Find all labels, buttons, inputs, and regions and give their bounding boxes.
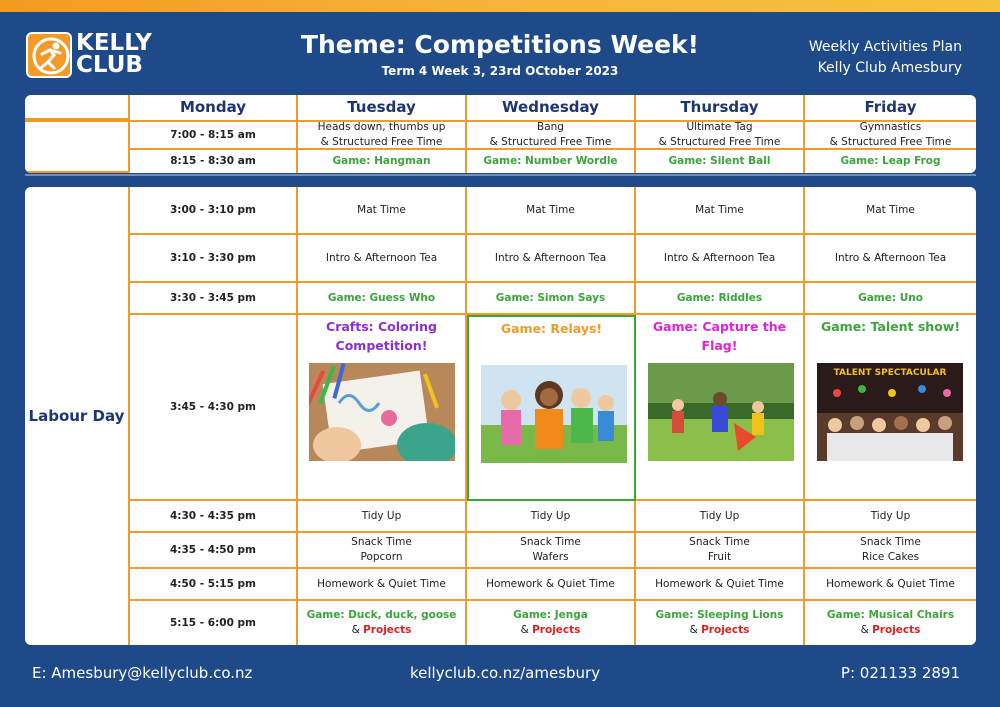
game-projects-cell: Game: Musical Chairs & Projects	[826, 609, 955, 636]
activity-cell: Mat Time	[636, 187, 805, 235]
day-header-tuesday: Tuesday	[298, 95, 467, 120]
time-slot: 4:30 - 4:35 pm	[130, 501, 298, 533]
runner-icon	[26, 32, 72, 78]
game-cell: Game: Leap Frog	[840, 155, 941, 167]
footer-website[interactable]: kellyclub.co.nz/amesbury	[410, 664, 601, 682]
feature-title: Game: Capture the Flag!	[652, 319, 787, 353]
activity-cell: Homework & Quiet Time	[805, 569, 976, 601]
feature-title: Game: Relays!	[500, 321, 603, 336]
game-projects-cell: Game: Jenga & Projects	[467, 601, 636, 645]
activity-cell: Bang & Structured Free Time	[467, 120, 636, 150]
activity-cell: Mat Time	[467, 187, 636, 235]
game-cell: Game: Uno	[805, 283, 976, 315]
activity-cell: Homework & Quiet Time	[636, 569, 805, 601]
activity-cell: Homework & Quiet Time	[298, 569, 467, 601]
plan-line-2: Kelly Club Amesbury	[817, 60, 962, 76]
activity-cell: Mat Time	[298, 187, 467, 235]
page-subtitle: Term 4 Week 3, 23rd OCtober 2023	[381, 64, 619, 78]
time-slot: 4:50 - 5:15 pm	[130, 569, 298, 601]
plan-line-1: Weekly Activities Plan	[808, 39, 962, 55]
game-projects-cell: Game: Sleeping Lions & Projects	[636, 601, 805, 645]
activity-cell: Mat Time	[805, 187, 976, 235]
plan-info	[809, 37, 962, 79]
game-cell: Game: Riddles	[636, 283, 805, 315]
activity-cell: Tidy Up	[805, 501, 976, 533]
activity-cell: Heads down, thumbs up & Structured Free Time	[298, 120, 467, 150]
logo-wordmark: KELLY CLUB	[76, 30, 152, 78]
activity-cell: Tidy Up	[636, 501, 805, 533]
game-cell: Game: Simon Says	[467, 283, 636, 315]
kelly-club-logo	[26, 32, 156, 80]
feature-cell-friday	[805, 315, 976, 501]
day-header-thursday: Thursday	[636, 95, 805, 120]
activity-cell: Intro & Afternoon Tea	[467, 235, 636, 283]
activity-cell: Gymnastics & Structured Free Time	[805, 120, 976, 150]
activity-cell: Homework & Quiet Time	[467, 569, 636, 601]
feature-cell-tuesday	[298, 315, 467, 501]
activity-cell: Tidy Up	[467, 501, 636, 533]
monday-labour-day: Labour Day	[25, 187, 130, 645]
game-cell: Game: Guess Who	[298, 283, 467, 315]
day-header-monday: Monday	[130, 95, 298, 120]
page-title: Theme: Competitions Week!	[300, 30, 700, 59]
feature-title: Crafts: Coloring Competition!	[326, 319, 437, 353]
time-slot: 3:30 - 3:45 pm	[130, 283, 298, 315]
time-slot: 5:15 - 6:00 pm	[130, 601, 298, 645]
morning-schedule-table	[25, 95, 976, 173]
feature-cell-thursday	[636, 315, 805, 501]
time-slot: 7:00 - 8:15 am	[130, 120, 298, 150]
day-header-friday: Friday	[864, 98, 917, 116]
game-cell: Game: Number Wordle	[467, 150, 636, 173]
afternoon-schedule-table	[25, 187, 976, 645]
time-slot: 3:00 - 3:10 pm	[130, 187, 298, 235]
snack-cell: Snack Time Popcorn	[298, 533, 467, 569]
time-slot: 3:10 - 3:30 pm	[130, 235, 298, 283]
feature-title: Game: Talent show!	[820, 319, 961, 334]
capture-flag-photo	[648, 363, 794, 461]
day-header-wednesday: Wednesday	[467, 95, 636, 120]
footer-phone[interactable]: P: 021133 2891	[840, 664, 960, 682]
game-projects-cell: Game: Duck, duck, goose & Projects	[298, 601, 467, 645]
activity-cell: Tidy Up	[298, 501, 467, 533]
activity-cell: Ultimate Tag & Structured Free Time	[636, 120, 805, 150]
game-cell: Game: Hangman	[298, 150, 467, 173]
activity-cell: Intro & Afternoon Tea	[298, 235, 467, 283]
monday-morning-cell	[25, 120, 130, 173]
game-cell: Game: Silent Ball	[636, 150, 805, 173]
snack-cell: Snack Time Fruit	[636, 533, 805, 569]
relay-kids-photo	[481, 365, 627, 463]
time-slot: 8:15 - 8:30 am	[130, 150, 298, 173]
coloring-craft-photo	[309, 363, 455, 461]
activity-cell: Intro & Afternoon Tea	[636, 235, 805, 283]
section-divider	[25, 174, 976, 176]
snack-cell: Snack Time Rice Cakes	[805, 533, 976, 569]
activity-cell: Intro & Afternoon Tea	[805, 235, 976, 283]
time-slot: 3:45 - 4:30 pm	[130, 315, 298, 501]
feature-cell-wednesday	[467, 315, 636, 501]
snack-cell: Snack Time Wafers	[467, 533, 636, 569]
time-slot: 4:35 - 4:50 pm	[130, 533, 298, 569]
footer-email[interactable]: E: Amesbury@kellyclub.co.nz	[32, 664, 253, 682]
talent-show-photo	[817, 363, 963, 461]
talent-banner-text: TALENT SPECTACULAR	[833, 368, 947, 378]
top-accent-bar	[0, 0, 1000, 12]
corner-header	[25, 95, 130, 120]
